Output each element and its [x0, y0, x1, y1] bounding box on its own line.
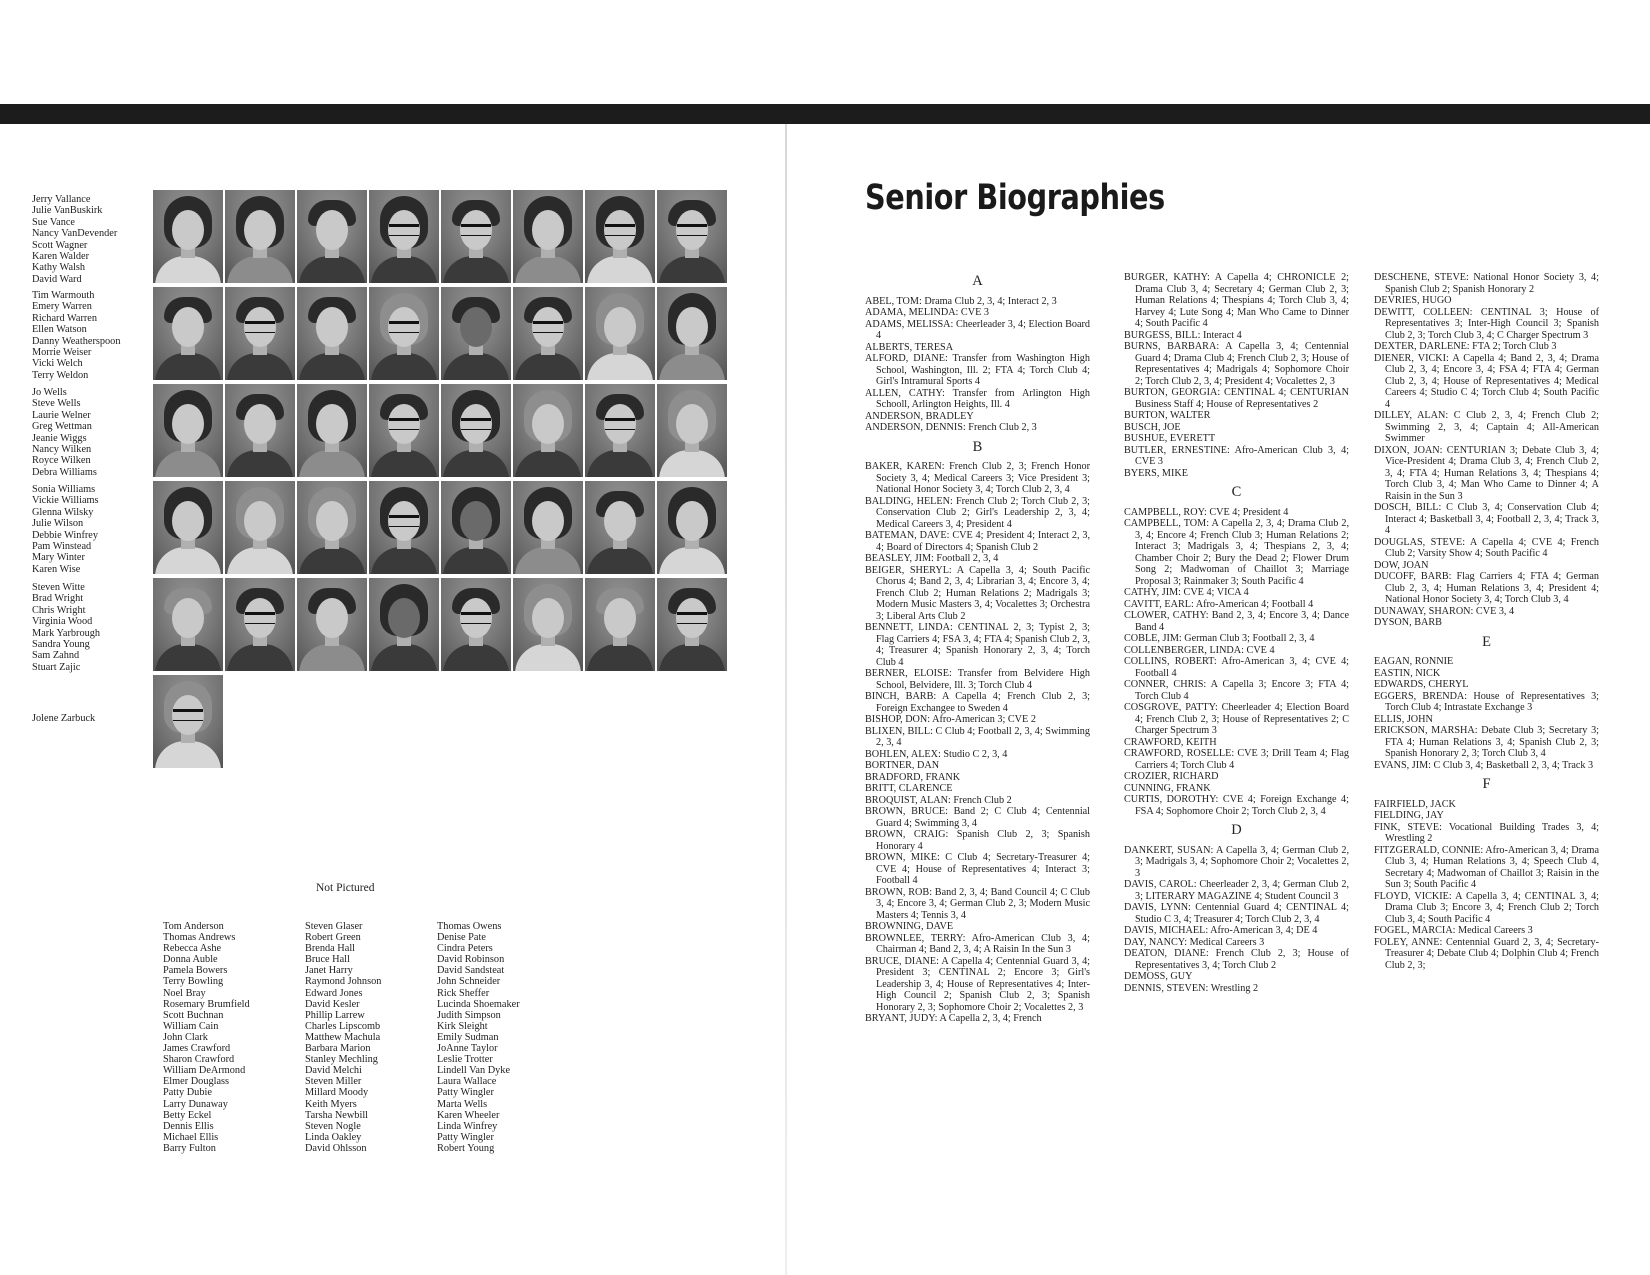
- name-item: Bruce Hall: [305, 954, 350, 966]
- senior-portrait: [369, 384, 439, 477]
- name-item: Debra Williams: [32, 466, 97, 478]
- bio-entry: CURTIS, DOROTHY: CVE 4; Foreign Exchange 4; FSA 4; Sophomore Choir 2; Torch Club 2, 3, 4: [1124, 794, 1349, 817]
- bio-entry: EVANS, JIM: C Club 3, 4; Basketball 2, 3, 4; Track 3: [1374, 759, 1594, 771]
- name-item: Leslie Trotter: [437, 1054, 493, 1066]
- name-item: Edward Jones: [305, 987, 363, 999]
- name-item: Tarsha Newbill: [305, 1109, 369, 1121]
- bio-entry: FAIRFIELD, JACK: [1374, 798, 1456, 810]
- bio-entry: CAMPBELL, ROY: CVE 4; President 4: [1124, 506, 1289, 518]
- senior-portrait: [225, 578, 295, 671]
- bio-entry: COLLINS, ROBERT: Afro-American 3, 4; CVE 4; Football 4: [1124, 656, 1349, 679]
- name-item: Judith Simpson: [437, 1009, 501, 1021]
- name-item: Steven Miller: [305, 1076, 362, 1088]
- bio-entry: DIXON, JOAN: CENTURIAN 3; Debate Club 3, 4; Vice-President 4; Drama Club 3, 4; French Club 2, 3, 4; FTA 4; Human Relations 3, 4; Thespians 4; Torch Club 3, 4; Man Who Came to Dinner 4; A Raisin in the Sun 3: [1374, 444, 1599, 502]
- bio-entry: DOW, JOAN: [1374, 559, 1429, 571]
- senior-portrait: [441, 287, 511, 380]
- name-item: Steven Glaser: [305, 921, 363, 932]
- name-item: Julie VanBuskirk: [32, 205, 103, 217]
- name-item: Greg Wettman: [32, 421, 92, 433]
- name-item: Robert Young: [437, 1142, 495, 1154]
- top-border-bar: [0, 104, 1650, 124]
- bio-entry: BLIXEN, BILL: C Club 4; Football 2, 3, 4; Swimming 2, 3, 4: [865, 725, 1090, 748]
- bio-entry: BENNETT, LINDA: CENTINAL 2, 3; Typist 2, 3; Flag Carriers 4; FSA 3, 4; FTA 4; Spanish Club 2, 3, 4; Treasurer 4; Spanish Honorary 2, 3, 4; Torch Club 4: [865, 622, 1090, 668]
- senior-portrait: [369, 287, 439, 380]
- name-item: Barbara Marion: [305, 1043, 371, 1055]
- bio-column-3: [1374, 272, 1599, 971]
- bio-entry: ADAMS, MELISSA: Cheerleader 3, 4; Election Board 4: [865, 318, 1090, 341]
- name-item: Chris Wright: [32, 604, 86, 616]
- bio-entry: BURGESS, BILL: Interact 4: [1124, 329, 1242, 341]
- bio-entry: COBLE, JIM: German Club 3; Football 2, 3, 4: [1124, 633, 1315, 644]
- bio-entry: BRADFORD, FRANK: [865, 771, 961, 783]
- name-item: Sue Vance: [32, 216, 75, 228]
- bio-entry: DENNIS, STEVEN: Wrestling 2: [1124, 982, 1259, 994]
- name-item: Jolene Zarbuck: [32, 713, 96, 724]
- bio-entry: BINCH, BARB: A Capella 4; French Club 2, 3; Foreign Exchangee to Sweden 4: [865, 691, 1090, 714]
- name-item: Laurie Welner: [32, 409, 91, 421]
- bio-entry: BUSHUE, EVERETT: [1124, 433, 1216, 444]
- name-item: David Ohlsson: [305, 1142, 367, 1154]
- name-item: Karen Wheeler: [437, 1109, 500, 1121]
- bio-entry: BROQUIST, ALAN: French Club 2: [865, 794, 1012, 806]
- name-item: John Schneider: [437, 976, 501, 988]
- bio-entry: BYERS, MIKE: [1124, 467, 1188, 479]
- name-item: Millard Moody: [305, 1087, 369, 1099]
- senior-portrait: [297, 481, 367, 574]
- bio-entry: DEATON, DIANE: French Club 2, 3; House of Representatives 3, 4; Torch Club 2: [1124, 948, 1349, 971]
- bio-entry: COLLENBERGER, LINDA: CVE 4: [1124, 644, 1275, 656]
- name-item: Michael Ellis: [163, 1131, 219, 1143]
- name-item: Jeanie Wiggs: [32, 432, 87, 444]
- bio-entry: ANDERSON, BRADLEY: [865, 410, 974, 422]
- name-item: Steven Witte: [32, 582, 85, 593]
- bio-entry: BROWN, CRAIG: Spanish Club 2, 3; Spanish Honorary 4: [865, 829, 1090, 852]
- name-item: Brenda Hall: [305, 943, 356, 955]
- bio-entry: DAY, NANCY: Medical Careers 3: [1124, 936, 1265, 948]
- name-item: Patty Wingler: [437, 1131, 494, 1143]
- section-letter: A: [972, 273, 983, 289]
- name-item: Betty Eckel: [163, 1109, 212, 1121]
- name-item: Phillip Larrew: [305, 1009, 365, 1021]
- name-item: Elmer Douglass: [163, 1076, 230, 1088]
- bio-entry: FOGEL, MARCIA: Medical Careers 3: [1374, 925, 1533, 936]
- senior-portrait: [513, 190, 583, 283]
- bio-entry: CATHY, JIM: CVE 4; VICA 4: [1124, 587, 1249, 598]
- bio-entry: ANDERSON, DENNIS: French Club 2, 3: [865, 422, 1037, 433]
- bio-entry: EASTIN, NICK: [1374, 667, 1441, 679]
- name-item: Debbie Winfrey: [32, 529, 99, 541]
- name-item: Raymond Johnson: [305, 976, 382, 988]
- name-item: Patty Wingler: [437, 1087, 494, 1099]
- name-item: Kathy Walsh: [32, 262, 86, 274]
- bio-entry: ADAMA, MELINDA: CVE 3: [865, 307, 989, 318]
- senior-portrait: [369, 190, 439, 283]
- senior-portrait: [585, 384, 655, 477]
- name-item: Sonia Williams: [32, 484, 96, 495]
- senior-portrait: [513, 578, 583, 671]
- bio-entry: EDWARDS, CHERYL: [1374, 679, 1469, 690]
- bio-entry: ALLEN, CATHY: Transfer from Arlington High Schooll, Arlington Heights, Ill. 4: [865, 387, 1090, 410]
- bio-entry: DANKERT, SUSAN: A Capella 3, 4; German Club 2, 3; Madrigals 3, 4; Sophomore Choir 2; Vocalettes 2, 3: [1124, 844, 1349, 879]
- bio-entry: COSGROVE, PATTY: Cheerleader 4; Election Board 4; French Club 2, 3; House of Representatives 2; C Charger Spectrum 3: [1124, 702, 1349, 736]
- bio-entry: DIENER, VICKI: A Capella 4; Band 2, 3, 4; Drama Club 2, 3, 4; Encore 3, 4; FSA 4; FTA 4; German Club 2, 3, 4; House of Representatives 4; Medical Careers 4; Studio C 4; Torch Club 4; South Pacific 4: [1374, 352, 1599, 410]
- name-item: Vickie Williams: [32, 495, 99, 507]
- name-item: Denise Pate: [437, 932, 486, 944]
- bio-entry: BUTLER, ERNESTINE: Afro-American Club 3, 4; CVE 3: [1124, 444, 1349, 467]
- photo-names-group-3: [32, 387, 97, 478]
- name-item: Brad Wright: [32, 593, 84, 605]
- senior-portrait: [513, 481, 583, 574]
- bio-entry: ALFORD, DIANE: Transfer from Washington High School, Washington, Ill. 2; FTA 4; Torch Club 4; Girl's Intramural Sports 4: [865, 353, 1090, 387]
- name-item: William DeArmond: [163, 1065, 246, 1077]
- bio-entry: BEIGER, SHERYL: A Capella 3, 4; South Pacific Chorus 4; Band 2, 3, 4; Librarian 3, 4; Encore 3, 4; French Club 2; Human Relations 2; Madrigals 3; Modern Music Masters 3, 4; Vocalettes 3; Orchestra 3; Liberal Arts Club 2: [865, 564, 1090, 622]
- name-item: David Kesler: [305, 998, 360, 1010]
- name-item: Tom Anderson: [163, 921, 224, 932]
- name-item: Pamela Bowers: [163, 965, 228, 977]
- not-pictured-column-3: [437, 921, 520, 1154]
- name-item: Laura Wallace: [437, 1076, 497, 1088]
- name-item: Ellen Watson: [32, 324, 87, 336]
- photo-names-group-2: [32, 290, 120, 381]
- bio-entry: CAVITT, EARL: Afro-American 4; Football 4: [1124, 598, 1314, 610]
- bio-column-2: [1124, 272, 1349, 994]
- name-item: Karen Walder: [32, 251, 90, 263]
- name-item: Robert Green: [305, 932, 361, 944]
- bio-entry: CUNNING, FRANK: [1124, 782, 1211, 794]
- name-item: Dennis Ellis: [163, 1120, 214, 1132]
- senior-portrait: [585, 190, 655, 283]
- name-item: Marta Wells: [437, 1098, 488, 1110]
- name-item: Cindra Peters: [437, 943, 493, 955]
- bio-entry: DUNAWAY, SHARON: CVE 3, 4: [1374, 605, 1515, 617]
- senior-portrait: [225, 287, 295, 380]
- name-item: Linda Winfrey: [437, 1120, 498, 1132]
- name-item: Barry Fulton: [163, 1142, 216, 1154]
- name-item: Sharon Crawford: [163, 1054, 235, 1066]
- name-item: Vicki Welch: [32, 358, 83, 370]
- senior-portrait: [225, 384, 295, 477]
- senior-portrait: [513, 287, 583, 380]
- senior-portrait: [369, 578, 439, 671]
- name-item: Charles Lipscomb: [305, 1020, 381, 1032]
- name-item: Larry Dunaway: [163, 1098, 228, 1110]
- name-item: Rosemary Brumfield: [163, 998, 250, 1010]
- bio-entry: BOHLEN, ALEX: Studio C 2, 3, 4: [865, 748, 1008, 760]
- bio-entry: FLOYD, VICKIE: A Capella 3, 4; CENTINAL 3, 4; Drama Club 3; Encore 3, 4; French Club 2; Torch Club 3, 4; South Pacific 4: [1374, 890, 1599, 925]
- photo-names-group-1: [32, 194, 117, 285]
- not-pictured-column-1: [163, 921, 250, 1154]
- name-item: Mark Yarbrough: [32, 627, 101, 639]
- bio-entry: BRITT, CLARENCE: [865, 783, 953, 794]
- senior-portrait: [225, 481, 295, 574]
- name-item: Lindell Van Dyke: [437, 1065, 511, 1077]
- name-item: Thomas Owens: [437, 921, 502, 932]
- section-letter: E: [1482, 633, 1491, 650]
- name-item: Kirk Sleight: [437, 1020, 488, 1032]
- bio-entry: CROZIER, RICHARD: [1124, 771, 1219, 782]
- bio-entry: BROWNING, DAVE: [865, 921, 954, 932]
- name-item: Stuart Zajic: [32, 661, 81, 673]
- bio-entry: BROWNLEE, TERRY: Afro-American Club 3, 4; Chairman 4; Band 2, 3, 4; A Raisin In the Sun 3: [865, 932, 1090, 955]
- bio-entry: DOUGLAS, STEVE: A Capella 4; CVE 4; French Club 2; Varsity Show 4; South Pacific 4: [1374, 536, 1599, 559]
- name-item: Glenna Wilsky: [32, 506, 94, 518]
- bio-entry: BROWN, BRUCE: Band 2; C Club 4; Centennial Guard 4; Swimming 3, 4: [865, 806, 1090, 829]
- name-item: David Sandsteat: [437, 965, 505, 977]
- senior-portrait: [153, 481, 223, 574]
- name-item: Noel Bray: [163, 987, 206, 999]
- name-item: Lucinda Shoemaker: [437, 998, 520, 1010]
- name-item: Virginia Wood: [32, 616, 93, 628]
- bio-entry: ERICKSON, MARSHA: Debate Club 3; Secretary 3; FTA 4; Human Relations 3, 4; Spanish Club 2, 3; Spanish Honorary 2, 3; Torch Club 3, 4: [1374, 725, 1599, 759]
- bio-entry: BAKER, KAREN: French Club 2, 3; French Honor Society 3, 4; Medical Careers 3; Vice President 3; National Honor Society 3, 4; Torch Club 2, 3, 4: [865, 461, 1090, 495]
- name-item: Emily Sudman: [437, 1031, 499, 1043]
- senior-portrait: [153, 578, 223, 671]
- name-item: Nancy Wilken: [32, 444, 92, 456]
- bio-entry: BALDING, HELEN: French Club 2; Torch Club 2, 3; Conservation Club 2; Girl's Leadership 2, 3, 4; Medical Careers 3, 4; President 4: [865, 495, 1090, 530]
- bio-entry: DESCHENE, STEVE: National Honor Society 3, 4; Spanish Club 2; Spanish Honorary 2: [1374, 272, 1599, 295]
- name-item: Rebecca Ashe: [163, 943, 222, 955]
- name-item: Thomas Andrews: [163, 932, 236, 944]
- name-item: James Crawford: [163, 1043, 231, 1055]
- senior-portrait: [297, 578, 367, 671]
- senior-photo-grid: [153, 190, 731, 771]
- photo-names-group-5: [32, 582, 100, 673]
- senior-portrait: [657, 481, 727, 574]
- senior-portrait: [441, 481, 511, 574]
- bio-entry: DYSON, BARB: [1374, 617, 1442, 628]
- name-item: Mary Winter: [32, 552, 85, 564]
- name-item: Keith Myers: [305, 1098, 357, 1110]
- name-item: Janet Harry: [305, 965, 353, 977]
- bio-entry: BURNS, BARBARA: A Capella 3, 4; Centennial Guard 4; Drama Club 4; French Club 2, 3; House of Representatives 4; Madrigals 4; Sophomore Choir 2; Torch Club 2, 3, 4; President 4; Vocalettes 2, 3: [1124, 341, 1349, 387]
- bio-entry: BURGER, KATHY: A Capella 4; CHRONICLE 2; Drama Club 3, 4; Secretary 4; German Club 2, 3; Human Relations 4; Thespians 4; Torch Club 3, 4; Harvey 4; Lute Song 4; Man Who Came to Dinner 4; South Pacific 4: [1124, 272, 1349, 329]
- bio-entry: BERNER, ELOISE: Transfer from Belvidere High School, Belvidere, Ill. 3; Torch Club 4: [865, 668, 1090, 691]
- bio-entry: BRUCE, DIANE: A Capella 4; Centennial Guard 3, 4; President 3; CENTINAL 2; Encore 3; Girl's Leadership 3, 4; House of Representatives 4; Inter-High Council 2; Spanish Club 2, 3; Spanish Honorary 2, 3; Sophomore Choir 2; Vocalettes 2, 3: [865, 955, 1090, 1013]
- bio-entry: BURTON, WALTER: [1124, 410, 1211, 421]
- page-title: Senior Biographies: [865, 178, 1165, 218]
- bio-entry: BEASLEY, JIM: Football 2, 3, 4: [865, 553, 999, 564]
- name-item: Morrie Weiser: [32, 347, 92, 359]
- name-item: Patty Dubie: [163, 1087, 212, 1099]
- bio-entry: FIELDING, JAY: [1374, 810, 1444, 821]
- bio-entry: DILLEY, ALAN: C Club 2, 3, 4; French Club 2; Swimming 2, 3, 4; Captain 4; All-American Swimmer: [1374, 410, 1599, 444]
- name-item: William Cain: [163, 1020, 219, 1032]
- bio-entry: BORTNER, DAN: [865, 760, 940, 771]
- name-item: Royce Wilken: [32, 455, 91, 467]
- page-fold: [785, 124, 787, 1275]
- senior-portrait: [369, 481, 439, 574]
- bio-entry: ELLIS, JOHN: [1374, 713, 1433, 725]
- name-item: Karen Wise: [32, 563, 81, 575]
- bio-entry: BUSCH, JOE: [1124, 421, 1181, 433]
- name-item: Linda Oakley: [305, 1131, 362, 1143]
- senior-portrait: [585, 287, 655, 380]
- name-item: Jo Wells: [32, 387, 67, 398]
- name-item: Matthew Machula: [305, 1031, 381, 1043]
- bio-entry: CRAWFORD, ROSELLE: CVE 3; Drill Team 4; Flag Carriers 4; Torch Club 4: [1124, 748, 1349, 771]
- section-letter: B: [972, 438, 983, 455]
- name-item: Scott Buchnan: [163, 1009, 224, 1021]
- senior-portrait: [153, 287, 223, 380]
- bio-entry: DAVIS, CAROL: Cheerleader 2, 3, 4; German Club 2, 3; LITERARY MAGAZINE 4; Student Council 3: [1124, 879, 1349, 902]
- bio-entry: FINK, STEVE: Vocational Building Trades 3, 4; Wrestling 2: [1374, 821, 1599, 844]
- section-letter: C: [1231, 484, 1242, 500]
- bio-entry: BRYANT, JUDY: A Capella 2, 3, 4; French: [865, 1013, 1042, 1024]
- name-item: Sandra Young: [32, 639, 90, 651]
- name-item: Steven Nogle: [305, 1120, 361, 1132]
- senior-portrait: [441, 190, 511, 283]
- senior-portrait: [513, 384, 583, 477]
- name-item: Donna Auble: [163, 954, 218, 966]
- bio-entry: BURTON, GEORGIA: CENTINAL 4; CENTURIAN Business Staff 4; House of Representatives 2: [1124, 387, 1349, 410]
- photo-names-group-6: [32, 713, 95, 724]
- senior-portrait: [153, 190, 223, 283]
- section-letter: F: [1482, 776, 1491, 792]
- bio-entry: EAGAN, RONNIE: [1374, 656, 1454, 667]
- bio-entry: BATEMAN, DAVE: CVE 4; President 4; Interact 2, 3, 4; Board of Directors 4; Spanish Club 2: [865, 530, 1090, 553]
- name-item: Terry Weldon: [32, 369, 89, 381]
- bio-entry: DEVRIES, HUGO: [1374, 295, 1452, 306]
- name-item: David Ward: [32, 273, 82, 285]
- bio-entry: EGGERS, BRENDA: House of Representatives 3; Torch Club 4; Intrastate Exchange 3: [1374, 690, 1599, 713]
- senior-portrait: [297, 190, 367, 283]
- senior-portrait: [153, 675, 223, 768]
- bio-entry: FOLEY, ANNE: Centennial Guard 2, 3, 4; Secretary-Treasurer 4; Debate Club 4; Dolphin Club 4; French Club 2, 3;: [1374, 936, 1599, 971]
- senior-portrait: [441, 578, 511, 671]
- name-item: Stanley Mechling: [305, 1054, 378, 1066]
- photo-names-group-4: [32, 484, 99, 575]
- senior-portrait: [153, 384, 223, 477]
- name-item: Scott Wagner: [32, 239, 88, 251]
- bio-entry: DAVIS, LYNN: Centennial Guard 4; CENTINAL 4; Studio C 3, 4; Treasurer 4; Torch Club 2, 3, 4: [1124, 902, 1349, 925]
- bio-entry: CAMPBELL, TOM: A Capella 2, 3, 4; Drama Club 2, 3, 4; Encore 4; French Club 3; Human Relations 2; Interact 3; Madrigals 3, 4; Thespians 2, 3, 4; Chamber Choir 2; Bury the Dead 2; Flower Drum Song 2; Madwoman of Chaillot 3; Marriage Proposal 3; Rainmaker 3; South Pacific 4: [1124, 518, 1349, 587]
- name-item: Tim Warmouth: [32, 290, 95, 301]
- name-item: David Robinson: [437, 954, 505, 966]
- bio-entry: DEWITT, COLLEEN: CENTINAL 3; House of Representatives 3; Inter-High Council 3; Spanish Club 2, 3; Torch Club 3, 4; C Charger Spectrum 3: [1374, 306, 1599, 341]
- bio-entry: DEMOSS, GUY: [1124, 971, 1193, 982]
- bio-entry: CONNER, CHRIS: A Capella 3; Encore 3; FTA 4; Torch Club 4: [1124, 679, 1349, 702]
- name-item: Sam Zahnd: [32, 650, 80, 662]
- name-item: Pam Winstead: [32, 541, 92, 553]
- name-item: Emery Warren: [32, 301, 92, 313]
- name-item: Terry Bowling: [163, 976, 224, 988]
- bio-entry: BISHOP, DON: Afro-American 3; CVE 2: [865, 714, 1036, 725]
- bio-entry: FITZGERALD, CONNIE: Afro-American 3, 4; Drama Club 3, 4; Human Relations 3, 4; Speech Club 4, Secretary 4; Madwoman of Chaillot 3; Raisin in the Sun 3; South Pacific 4: [1374, 844, 1599, 890]
- name-item: Steve Wells: [32, 398, 81, 410]
- senior-portrait: [657, 384, 727, 477]
- name-item: Julie Wilson: [32, 518, 84, 530]
- senior-portrait: [585, 481, 655, 574]
- senior-portrait: [585, 578, 655, 671]
- bio-entry: DEXTER, DARLENE: FTA 2; Torch Club 3: [1374, 341, 1557, 352]
- not-pictured-title: Not Pictured: [316, 882, 375, 894]
- bio-column-1: [865, 272, 1090, 1025]
- name-item: David Melchi: [305, 1065, 362, 1077]
- name-item: Nancy VanDevender: [32, 228, 118, 240]
- bio-entry: DUCOFF, BARB: Flag Carriers 4; FTA 4; German Club 2, 3, 4; Human Relations 3, 4; President 4; National Honor Society 3, 4; Torch Club 3, 4: [1374, 571, 1599, 605]
- bio-entry: BROWN, ROB: Band 2, 3, 4; Band Council 4; C Club 3, 4; Encore 3, 4; German Club 2, 3; Modern Music Masters 4; Tennis 3, 4: [865, 886, 1090, 921]
- senior-portrait: [657, 578, 727, 671]
- senior-portrait: [441, 384, 511, 477]
- senior-portrait: [657, 287, 727, 380]
- bio-entry: ABEL, TOM: Drama Club 2, 3, 4; Interact 2, 3: [865, 295, 1057, 307]
- senior-portrait: [657, 190, 727, 283]
- bio-entry: ALBERTS, TERESA: [865, 341, 954, 353]
- name-item: Richard Warren: [32, 312, 98, 324]
- bio-entry: BROWN, MIKE: C Club 4; Secretary-Treasurer 4; CVE 4; House of Representatives 4; Interact 3; Football 4: [865, 852, 1090, 886]
- bio-entry: DAVIS, MICHAEL: Afro-American 3, 4; DE 4: [1124, 925, 1318, 936]
- senior-portrait: [297, 384, 367, 477]
- bio-entry: DOSCH, BILL: C Club 3, 4; Conservation Club 4; Interact 4; Basketball 3, 4; Football 2, 3, 4; Track 3, 4: [1374, 502, 1599, 536]
- not-pictured-column-2: [305, 921, 381, 1154]
- name-item: Danny Weatherspoon: [32, 335, 121, 347]
- name-item: John Clark: [163, 1031, 208, 1043]
- name-item: Rick Sheffer: [437, 987, 490, 999]
- name-item: JoAnne Taylor: [437, 1043, 498, 1055]
- senior-portrait: [297, 287, 367, 380]
- section-letter: D: [1231, 822, 1242, 838]
- bio-entry: CLOWER, CATHY: Band 2, 3, 4; Encore 3, 4; Dance Band 4: [1124, 610, 1349, 633]
- name-item: Jerry Vallance: [32, 194, 91, 205]
- bio-entry: CRAWFORD, KEITH: [1124, 736, 1217, 748]
- senior-portrait: [225, 190, 295, 283]
